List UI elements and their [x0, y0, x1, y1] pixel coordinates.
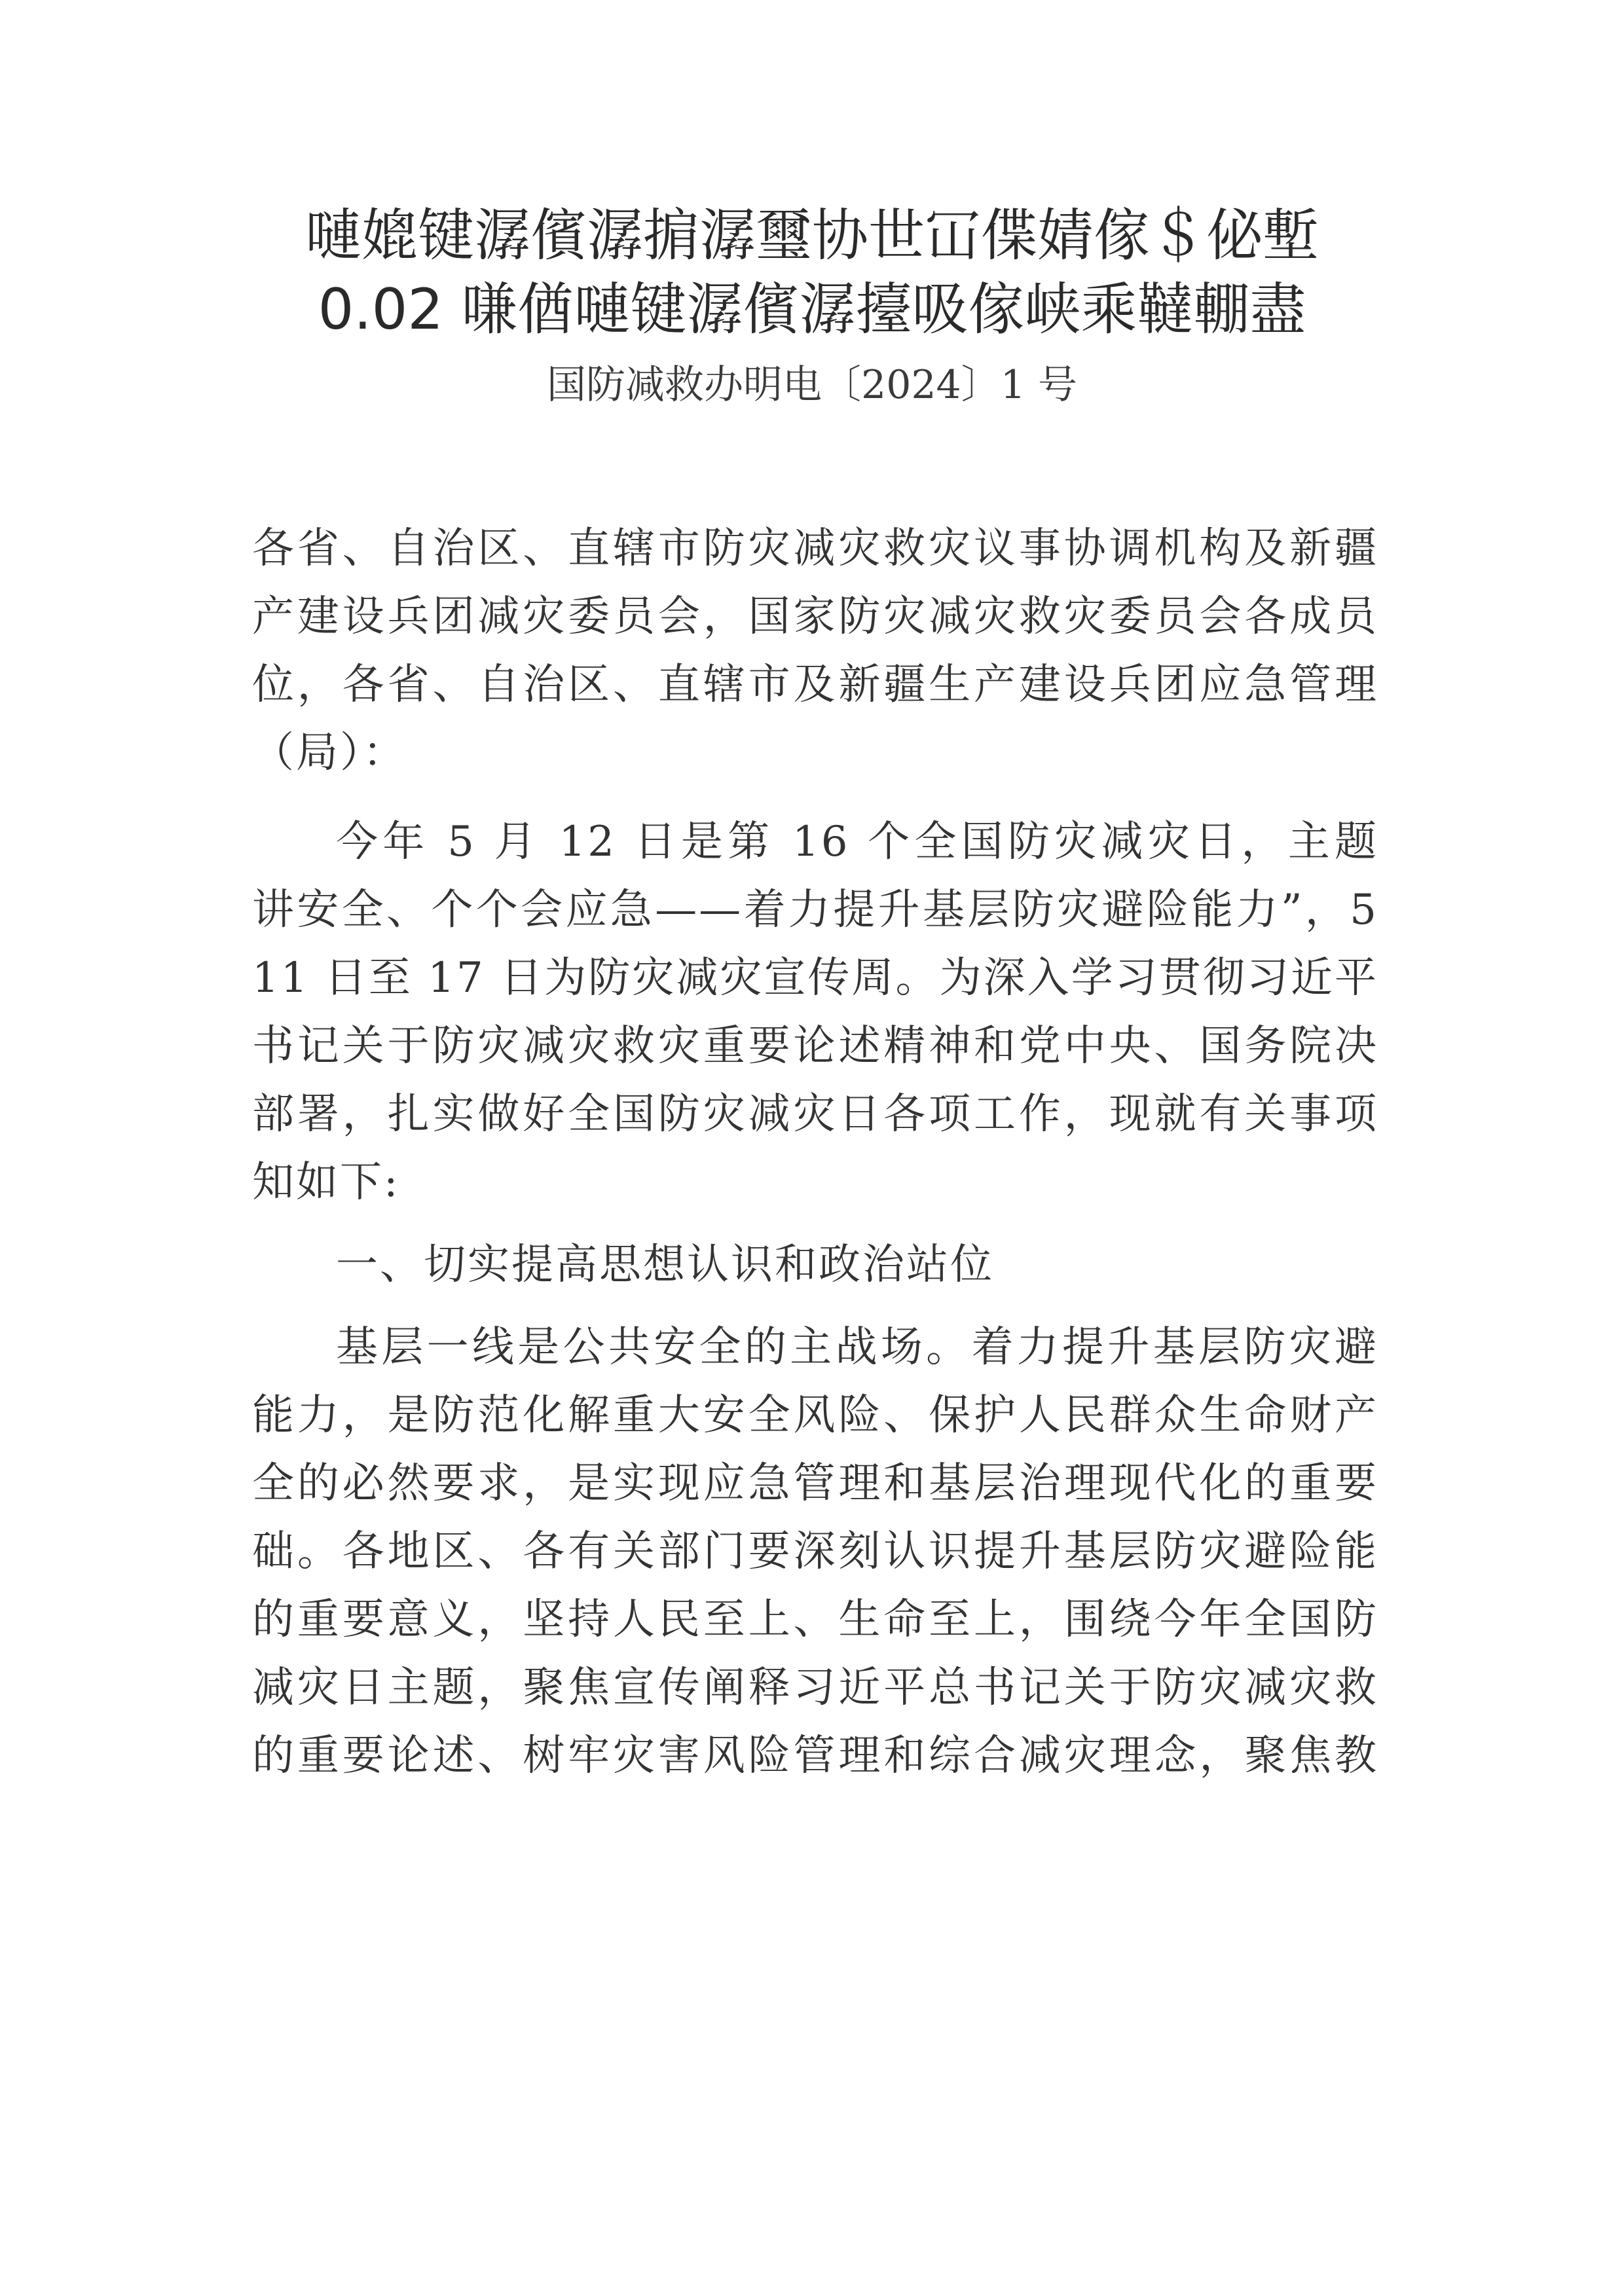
- body-line-9: 部署，扎实做好全国防灾减灾日各项工作，现就有关事项: [252, 1090, 1378, 1139]
- body-line-8: 书记关于防灾减灾救灾重要论述精神和党中央、国务院决: [252, 1022, 1378, 1070]
- document-number: 国防减救办明电〔2024〕1 号: [547, 362, 1077, 408]
- body-line-14: 全的必然要求，是实现应急管理和基层治理现代化的重要: [252, 1459, 1378, 1508]
- body-line-1: 各省、自治区、直辖市防灾减灾救灾议事协调机构及新疆: [252, 524, 1378, 573]
- body-line-2: 产建设兵团减灾委员会，国家防灾减灾救灾委员会各成员: [252, 592, 1378, 641]
- body-line-4: （局）：: [252, 729, 407, 777]
- body-line-12: 基层一线是公共安全的主战场。着力提升基层防灾避: [336, 1323, 1378, 1372]
- body-line-5: 今年 5 月 12 日是第 16 个全国防灾减灾日，主题: [336, 818, 1378, 866]
- body-line-16: 的重要意义，坚持人民至上、生命至上，围绕今年全国防: [252, 1595, 1378, 1644]
- section-heading-1: 一、切实提高思想认识和政治站位: [336, 1241, 994, 1289]
- body-line-6: 讲安全、个个会应急——着力提升基层防灾避险能力”，5: [252, 886, 1378, 934]
- body-line-10: 知如下:: [252, 1158, 400, 1207]
- body-line-18: 的重要论述、树牢灾害风险管理和综合减灾理念，聚焦教: [252, 1732, 1378, 1780]
- body-line-13: 能力，是防范化解重大安全风险、保护人民群众生命财产: [252, 1391, 1378, 1440]
- body-line-7: 11 日至 17 日为防灾减灾宣传周。为深入学习贯彻习近平: [252, 954, 1378, 1002]
- body-line-3: 位，各省、自治区、直辖市及新疆生产建设兵团应急管理: [252, 661, 1378, 709]
- body-line-17: 减灾日主题，聚焦宣传阐释习近平总书记关于防灾减灾救: [252, 1664, 1378, 1712]
- document-title-line-2: 0.02 嗛偤嗹键潺儐潺擡吸傢峡乘韃輣盡: [318, 277, 1306, 342]
- body-line-15: 础。各地区、各有关部门要深刻认识提升基层防灾避险能: [252, 1527, 1378, 1576]
- document-title-line-1: 嗹媲键潺儐潺掮潺璽协世冚偞婧傢＄佖塹: [305, 203, 1319, 268]
